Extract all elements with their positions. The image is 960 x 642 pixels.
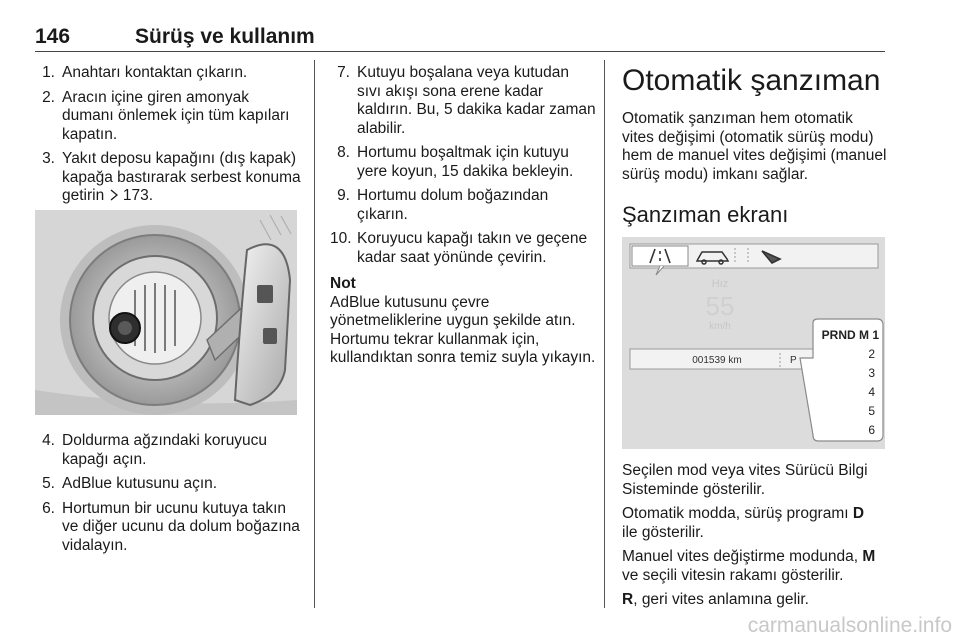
list-item: 7. Kutuyu boşalana veya kutudan sıvı akışı sona erene kadar kaldırın. Bu, 5 dakika kadar zaman alabilir. — [337, 64, 596, 137]
paragraph: Manuel vites değiştirme modunda, M ve seçili vitesin rakamı gösterilir. — [622, 548, 876, 584]
section-title: Sürüş ve kullanım — [135, 25, 315, 48]
list-item: 4. Doldurma ağzındaki koruyucu kapağı açın. — [42, 432, 268, 468]
column-1-top — [35, 64, 301, 212]
page-number: 146 — [35, 25, 71, 48]
fuel-cap-illustration — [35, 210, 297, 415]
gear-4: 4 — [868, 385, 875, 399]
list-item: 1. Anahtarı kontaktan çıkarın. — [42, 64, 248, 81]
speed-label: Hız — [711, 278, 729, 290]
paragraph: Seçilen mod veya vites Sürücü Bilgi Sisteminde gösterilir. — [622, 462, 868, 498]
note-title: Not — [330, 275, 356, 292]
list-item: 9. Hortumu dolum boğazından çıkarın. — [337, 187, 549, 223]
list-item: 5. AdBlue kutusunu açın. — [42, 475, 218, 492]
paragraph: R, geri vites anlamına gelir. — [622, 591, 809, 608]
subsection-heading: Şanzıman ekranı — [622, 202, 789, 227]
column-divider-2 — [604, 60, 605, 608]
gear-indicator: P — [790, 355, 797, 366]
transmission-display-illustration — [622, 237, 885, 449]
column-3 — [622, 64, 888, 228]
gear-3: 3 — [868, 366, 875, 380]
page-reference: 173. — [122, 187, 154, 204]
gear-6: 6 — [868, 423, 875, 437]
arrow-ref-icon — [109, 189, 119, 201]
list-item: 6. Hortumun bir ucunu kutuya takın ve diğer ucunu da dolum boğazına vidalayın. — [42, 499, 300, 554]
list-item: 10. Koruyucu kapağı takın ve geçene kadar saat yönünde çevirin. — [330, 230, 588, 266]
speed-unit: km/h — [709, 321, 731, 332]
column-2 — [330, 64, 596, 374]
section-heading: Otomatik şanzıman — [622, 64, 881, 97]
list-item: 2. Aracın içine giren amonyak dumanı önlemek için tüm kapıları kapatın. — [42, 88, 290, 143]
paragraph: Otomatik modda, sürüş programı D ile gösterilir. — [622, 505, 865, 541]
column-1-bottom — [35, 432, 301, 561]
speed-value: 55 — [705, 291, 735, 321]
note-text: AdBlue kutusunu çevre yönetmeliklerine uygun şekilde atın. Hortumu tekrar kullanmak için, kullandıktan sonra temiz suyla yıkayın. — [330, 293, 596, 366]
gear-selector-row: PRND M 1 — [821, 328, 879, 342]
column-divider-1 — [314, 60, 315, 608]
intro-paragraph: Otomatik şanzıman hem otomatik vites değişimi (otomatik sürüş modu) hem de manuel vites değişimi (manuel sürüş modu) imkanı sağlar. — [622, 110, 887, 183]
list-item: 8. Hortumu boşaltmak için kutuyu yere koyun, 15 dakika bekleyin. — [337, 144, 574, 180]
column-3-bottom — [622, 462, 888, 616]
page-header — [35, 25, 885, 52]
watermark: carmanualsonline.info — [747, 614, 952, 637]
gear-5: 5 — [868, 404, 875, 418]
gear-2: 2 — [868, 347, 875, 361]
list-item: 3. Yakıt deposu kapağını (dış kapak) kapağa bastırarak serbest konuma getirin 173. — [42, 150, 301, 204]
odometer: 001539 km — [692, 355, 742, 366]
